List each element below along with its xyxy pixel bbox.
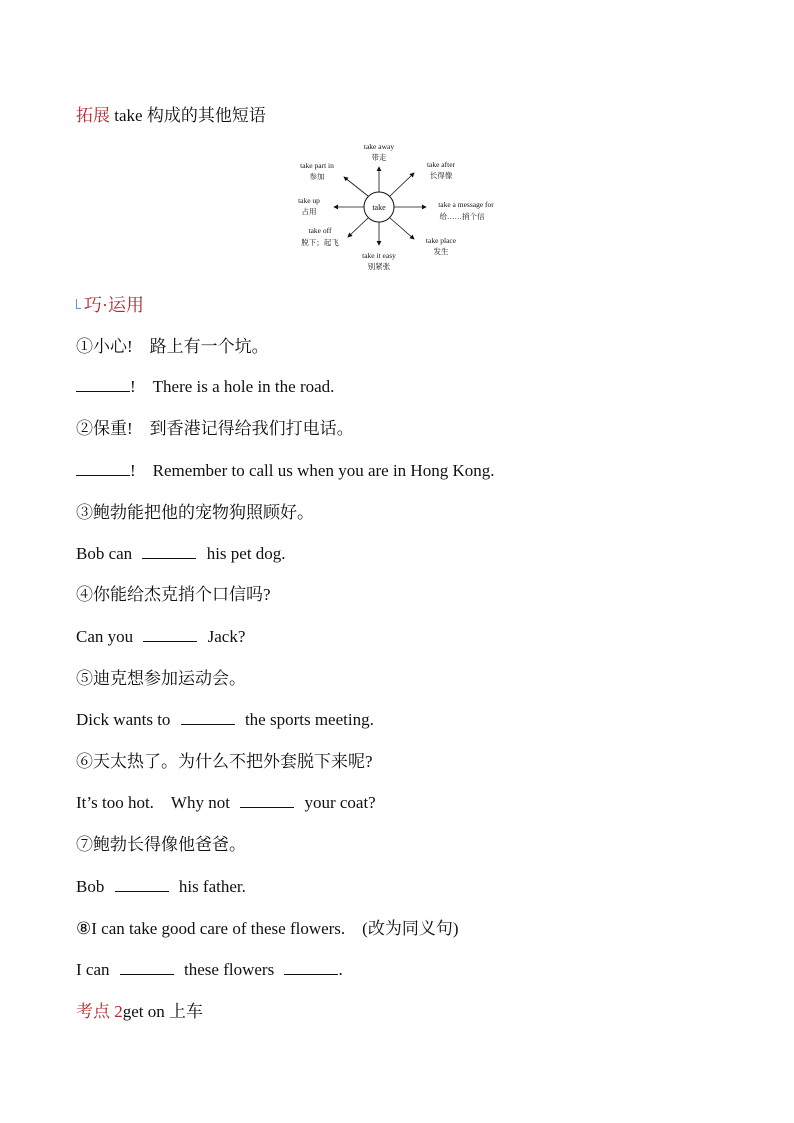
arrow-up-right	[390, 173, 414, 196]
kaodian-heading	[76, 1001, 203, 1023]
exercise-6-en: It’s too hot. Why not your coat?	[76, 793, 376, 812]
phrase-en-1: take after	[426, 160, 456, 169]
take-phrases-diagram	[290, 141, 508, 277]
phrase-zh-3: 发生	[433, 247, 449, 256]
exercise-6-zh: ⑥天太热了。为什么不把外套脱下来呢?	[76, 752, 373, 771]
phrase-en-2: take a message for	[438, 200, 494, 209]
phrase-zh-6: 占用	[301, 207, 317, 216]
section-title: 巧·运用	[76, 294, 144, 316]
exercise-2-en: ! Remember to call us when you are in Hong Kong.	[76, 459, 494, 482]
exercise-1-zh: ①小心! 路上有一个坑。	[76, 337, 269, 356]
exercise-5-en: Dick wants to the sports meeting.	[76, 710, 374, 729]
phrase-en-0: take away	[363, 142, 395, 151]
answer-blank[interactable]	[76, 459, 130, 476]
extension-label: 拓展	[76, 106, 110, 125]
answer-blank[interactable]	[284, 958, 338, 975]
answer-blank[interactable]	[240, 791, 294, 808]
exercise-3-zh: ③鲍勃能把他的宠物狗照顾好。	[76, 503, 314, 522]
phrase-en-4: take it easy	[362, 251, 396, 260]
exercise-8-en: I can these flowers .	[76, 960, 343, 979]
exercise-1-en: ! There is a hole in the road.	[76, 375, 334, 398]
kaodian-label: 考点 2	[76, 1002, 123, 1021]
exercise-3-en: Bob can his pet dog.	[76, 544, 286, 563]
exercise-7-zh: ⑦鲍勃长得像他爸爸。	[76, 835, 246, 854]
extension-title: take 构成的其他短语	[110, 106, 266, 125]
phrase-zh-4: 别紧张	[367, 262, 391, 271]
arrow-down-right	[390, 218, 414, 239]
phrase-zh-0: 带走	[371, 153, 387, 162]
exercise-4-zh: ④你能给杰克捎个口信吗?	[76, 585, 271, 604]
answer-blank[interactable]	[115, 875, 169, 892]
answer-blank[interactable]	[143, 625, 197, 642]
bookmark-icon	[76, 299, 81, 309]
answer-blank[interactable]	[142, 542, 196, 559]
center-label: take	[372, 203, 386, 212]
phrase-zh-5: 脱下；起飞	[301, 238, 339, 247]
phrase-en-5: take off	[308, 226, 332, 235]
phrase-en-3: take place	[425, 236, 457, 245]
phrase-en-7: take part in	[300, 161, 334, 170]
exercise-7-en: Bob his father.	[76, 877, 246, 896]
answer-blank[interactable]	[76, 375, 130, 392]
exercise-5-zh: ⑤迪克想参加运动会。	[76, 669, 246, 688]
phrase-en-6: take up	[298, 196, 320, 205]
arrow-up-left	[344, 177, 368, 196]
exercise-2-zh: ②保重! 到香港记得给我们打电话。	[76, 419, 354, 438]
phrase-zh-2: 给……捎个信	[439, 212, 485, 221]
answer-blank[interactable]	[181, 708, 235, 725]
answer-blank[interactable]	[120, 958, 174, 975]
phrase-zh-1: 长得像	[429, 171, 453, 180]
extension-heading	[76, 105, 266, 127]
exercise-4-en: Can you Jack?	[76, 627, 246, 646]
exercise-8-prompt: ⑧I can take good care of these flowers. (改为同义句)	[76, 919, 459, 938]
phrase-zh-7: 参加	[309, 172, 325, 181]
kaodian-text: get on 上车	[122, 1002, 204, 1021]
arrow-down-left	[348, 218, 368, 237]
